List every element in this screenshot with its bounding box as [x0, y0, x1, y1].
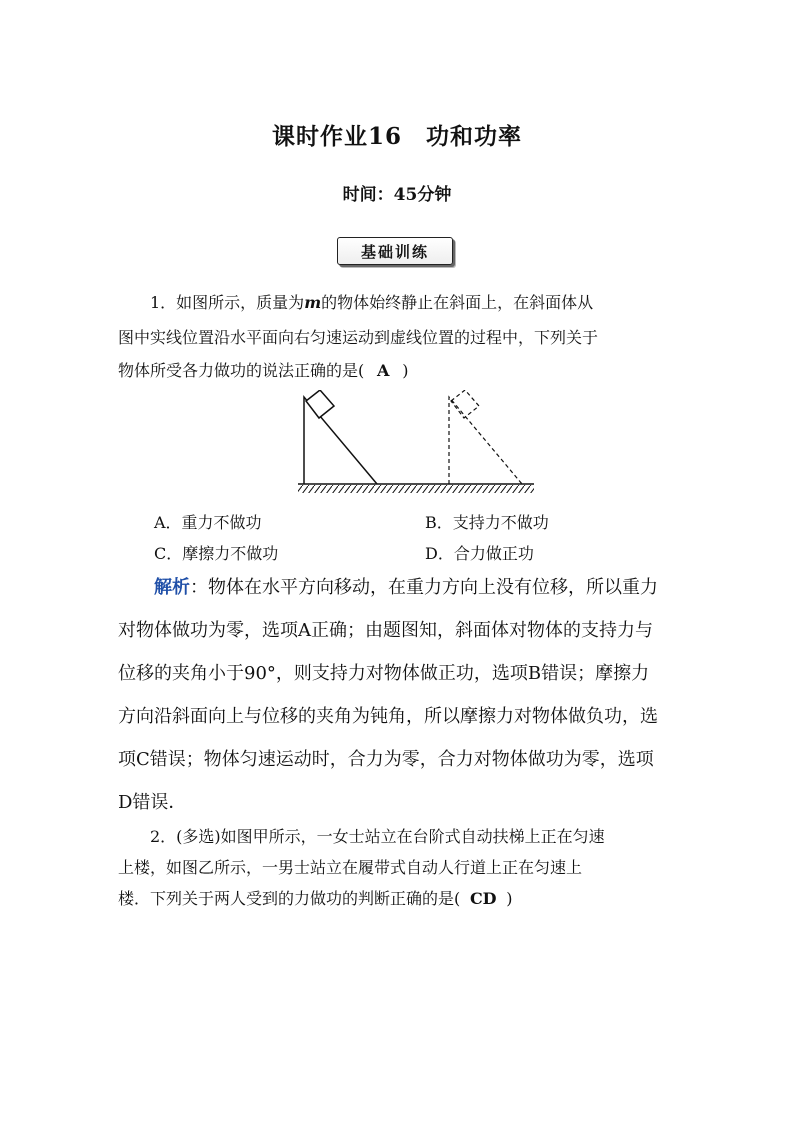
- question-1-line-1: 1．如图所示，质量为m的物体始终静止在斜面上，在斜面体从: [150, 293, 594, 312]
- analysis-line-6: D错误．: [118, 792, 187, 813]
- analysis-line-4: 方向沿斜面向上与位移的夹角为钝角，所以摩擦力对物体做负功，选: [118, 706, 658, 727]
- question-2-answer: CD: [469, 889, 497, 908]
- analysis-line-5: 项C错误；物体匀速运动时，合力为零，合力对物体做功为零，选项: [118, 749, 654, 770]
- section-badge: [337, 237, 453, 265]
- question-2-line-3: 楼．下列关于两人受到的力做功的判断正确的是( CD ): [118, 889, 513, 908]
- question-2-line-2: 上楼，如图乙所示，一男士站立在履带式自动人行道上正在匀速上: [118, 858, 583, 877]
- block-solid: [306, 390, 334, 418]
- section-label: 基础训练: [360, 243, 429, 261]
- analysis-line-1: 解析：物体在水平方向移动，在重力方向上没有位移，所以重力: [154, 577, 658, 598]
- question-1-line-2: 图中实线位置沿水平面向右匀速运动到虚线位置的过程中，下列关于: [118, 328, 599, 347]
- ground-hatch: [298, 485, 534, 493]
- question-1-line-3: 物体所受各力做功的说法正确的是( A ): [118, 361, 409, 380]
- block-dashed: [451, 390, 479, 418]
- question-2-line-1: 2．(多选)如图甲所示，一女士站立在台阶式自动扶梯上正在匀速: [150, 827, 605, 846]
- mass-variable: m: [304, 293, 322, 312]
- option-c: C．摩擦力不做功: [154, 544, 279, 563]
- page-title: 课时作业16 功和功率: [271, 123, 522, 150]
- incline-dashed: [449, 397, 522, 484]
- analysis-label: 解析: [154, 577, 190, 598]
- option-a: A．重力不做功: [154, 513, 262, 532]
- analysis-line-3: 位移的夹角小于90°，则支持力对物体做正功，选项B错误；摩擦力: [118, 663, 650, 684]
- incline-figure: [296, 390, 536, 498]
- analysis-line-2: 对物体做功为零，选项A正确；由题图知，斜面体对物体的支持力与: [118, 620, 653, 641]
- option-b: B．支持力不做功: [425, 513, 549, 532]
- question-1-answer: A: [377, 361, 390, 380]
- option-d: D．合力做正功: [425, 544, 534, 563]
- time-limit: 时间：45分钟: [342, 185, 452, 205]
